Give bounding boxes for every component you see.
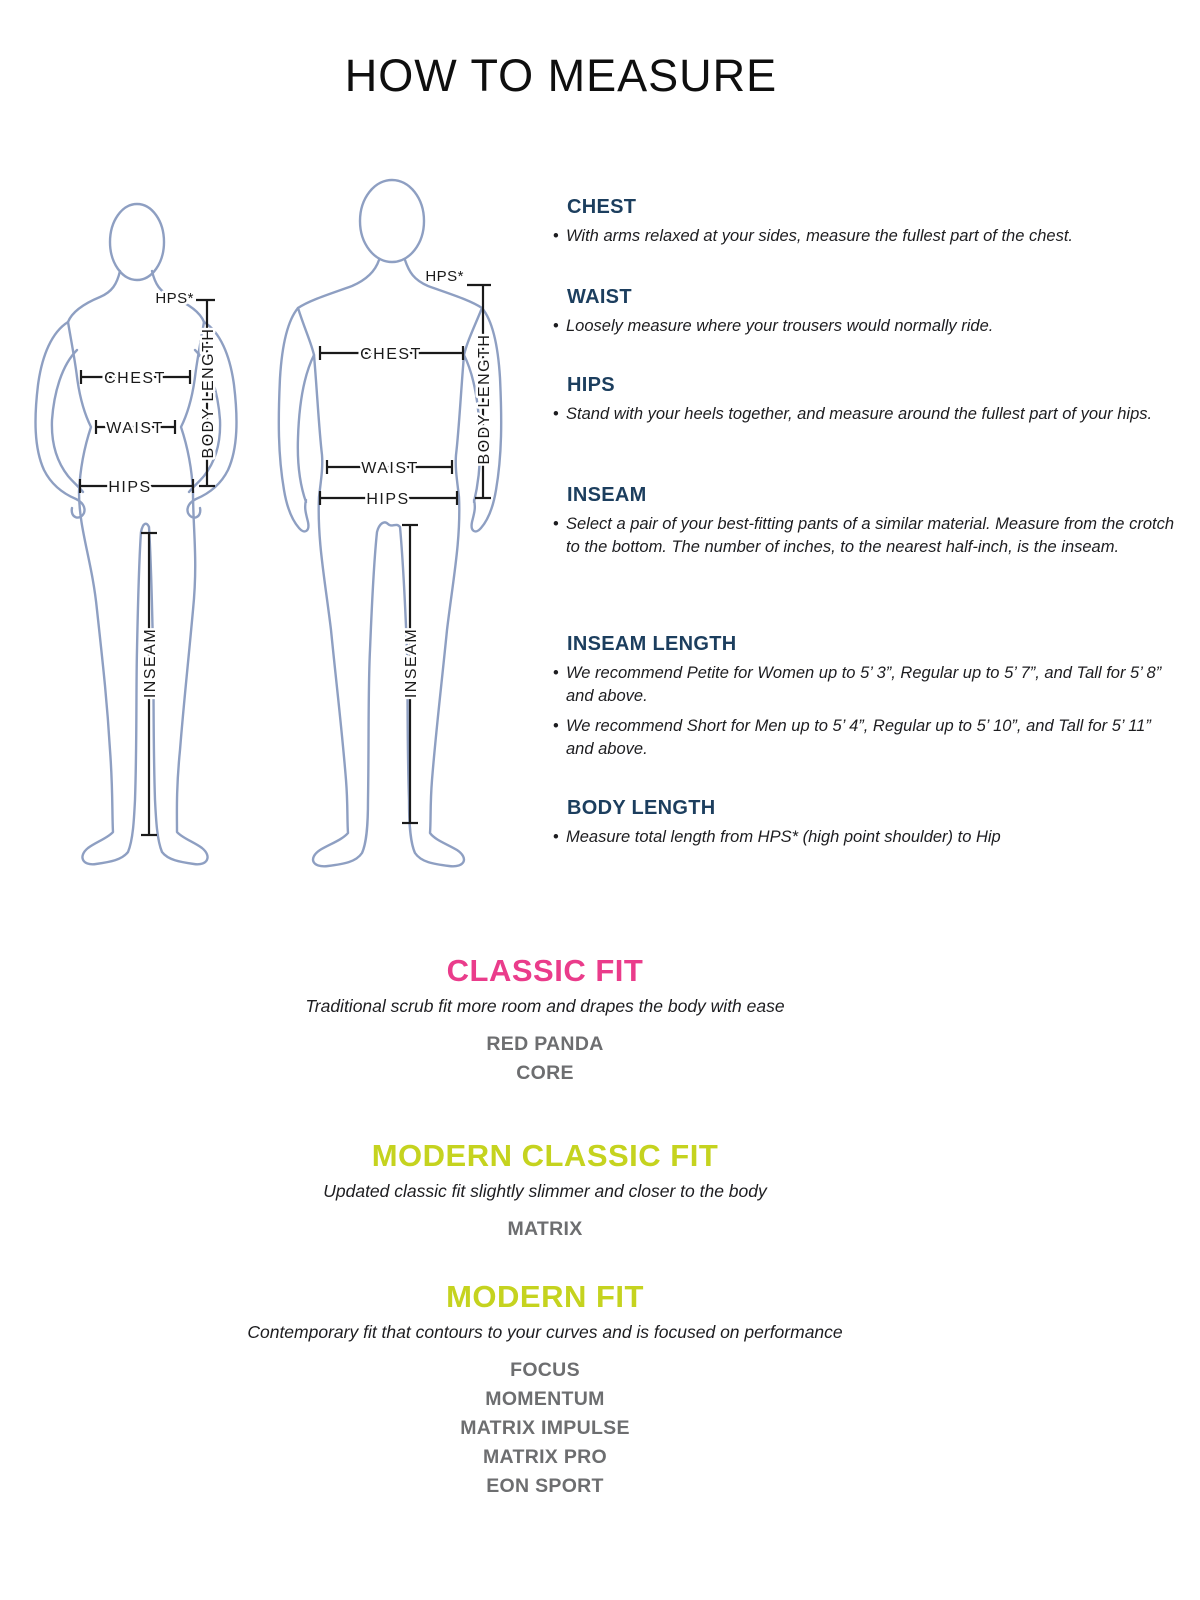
female-head <box>110 204 164 280</box>
instruction-bullet: • Select a pair of your best-fitting pants of a similar material. Measure from the crotch to the bottom. The number of inches, to the nearest half-inch, is the inseam. <box>553 513 1180 559</box>
fit-section-modern-classic <box>0 1138 1090 1244</box>
male-waist-label: WAIST <box>361 460 419 477</box>
section-heading: INSEAM <box>567 484 647 506</box>
instruction-section-waist <box>553 286 1180 338</box>
female-left-arm-inner <box>52 350 83 492</box>
fit-title: MODERN CLASSIC FIT <box>371 1138 719 1173</box>
male-head <box>360 180 424 262</box>
fit-section-modern <box>0 1279 1090 1501</box>
female-body <box>68 271 208 864</box>
male-left-arm-inner <box>298 355 314 502</box>
female-waist-label: WAIST <box>106 420 164 437</box>
section-heading: INSEAM LENGTH <box>567 633 737 655</box>
male-hips-label: HIPS <box>366 491 410 508</box>
fit-title: CLASSIC FIT <box>446 953 644 988</box>
male-bodylength-label: BODY LENGTH <box>476 333 493 465</box>
section-heading: WAIST <box>567 286 632 308</box>
instruction-section-inseam <box>553 484 1180 559</box>
fit-product-list <box>0 1215 1090 1244</box>
fit-product: CORE <box>516 1062 574 1084</box>
fit-product: FOCUS <box>510 1359 580 1381</box>
fit-product: EON SPORT <box>486 1475 604 1497</box>
fit-product: RED PANDA <box>486 1033 604 1055</box>
female-bodylength-label: BODY LENGTH <box>200 327 217 459</box>
fit-product-list <box>0 1030 1090 1088</box>
fit-description: Updated classic fit slightly slimmer and closer to the body <box>323 1181 767 1201</box>
instruction-section-inseam-length <box>553 633 1180 761</box>
male-figure-outline <box>279 180 501 866</box>
instruction-bullet: • Stand with your heels together, and measure around the fullest part of your hips. <box>553 403 1180 426</box>
instruction-section-body-length <box>553 797 1180 849</box>
male-measurements <box>320 268 493 823</box>
fit-title: MODERN FIT <box>446 1279 644 1314</box>
fit-description: Contemporary fit that contours to your curves and is focused on performance <box>247 1322 843 1342</box>
fit-description: Traditional scrub fit more room and drapes the body with ease <box>305 996 785 1016</box>
instruction-bullet: • We recommend Petite for Women up to 5’ 3”, Regular up to 5’ 7”, and Tall for 5’ 8” and above. <box>553 662 1180 708</box>
section-heading: CHEST <box>567 196 637 218</box>
section-heading: HIPS <box>567 374 615 396</box>
instruction-bullet: • We recommend Short for Men up to 5’ 4”, Regular up to 5’ 10”, and Tall for 5’ 11” and above. <box>553 715 1180 761</box>
section-heading: BODY LENGTH <box>567 797 716 819</box>
female-chest-label: CHEST <box>104 370 166 387</box>
male-inseam-label: INSEAM <box>403 627 420 699</box>
instruction-bullet: • Loosely measure where your trousers would normally ride. <box>553 315 1180 338</box>
male-chest-label: CHEST <box>360 346 422 363</box>
instruction-section-hips <box>553 374 1180 426</box>
instruction-section-chest <box>553 196 1180 248</box>
fit-product-list <box>0 1356 1090 1501</box>
female-hps-label: HPS* <box>155 290 194 307</box>
male-hps-label: HPS* <box>425 268 464 285</box>
measurement-diagram <box>0 0 540 900</box>
instruction-bullet: • With arms relaxed at your sides, measure the fullest part of the chest. <box>553 225 1180 248</box>
female-hips-label: HIPS <box>108 479 152 496</box>
fit-product: MATRIX IMPULSE <box>460 1417 630 1439</box>
instruction-bullet: • Measure total length from HPS* (high point shoulder) to Hip <box>553 826 1180 849</box>
page-title: HOW TO MEASURE <box>344 50 778 101</box>
fit-section-classic <box>0 953 1090 1088</box>
fit-product: MOMENTUM <box>485 1388 605 1410</box>
female-inseam-label: INSEAM <box>142 627 159 699</box>
fit-product: MATRIX PRO <box>483 1446 607 1468</box>
fit-product: MATRIX <box>507 1218 583 1240</box>
